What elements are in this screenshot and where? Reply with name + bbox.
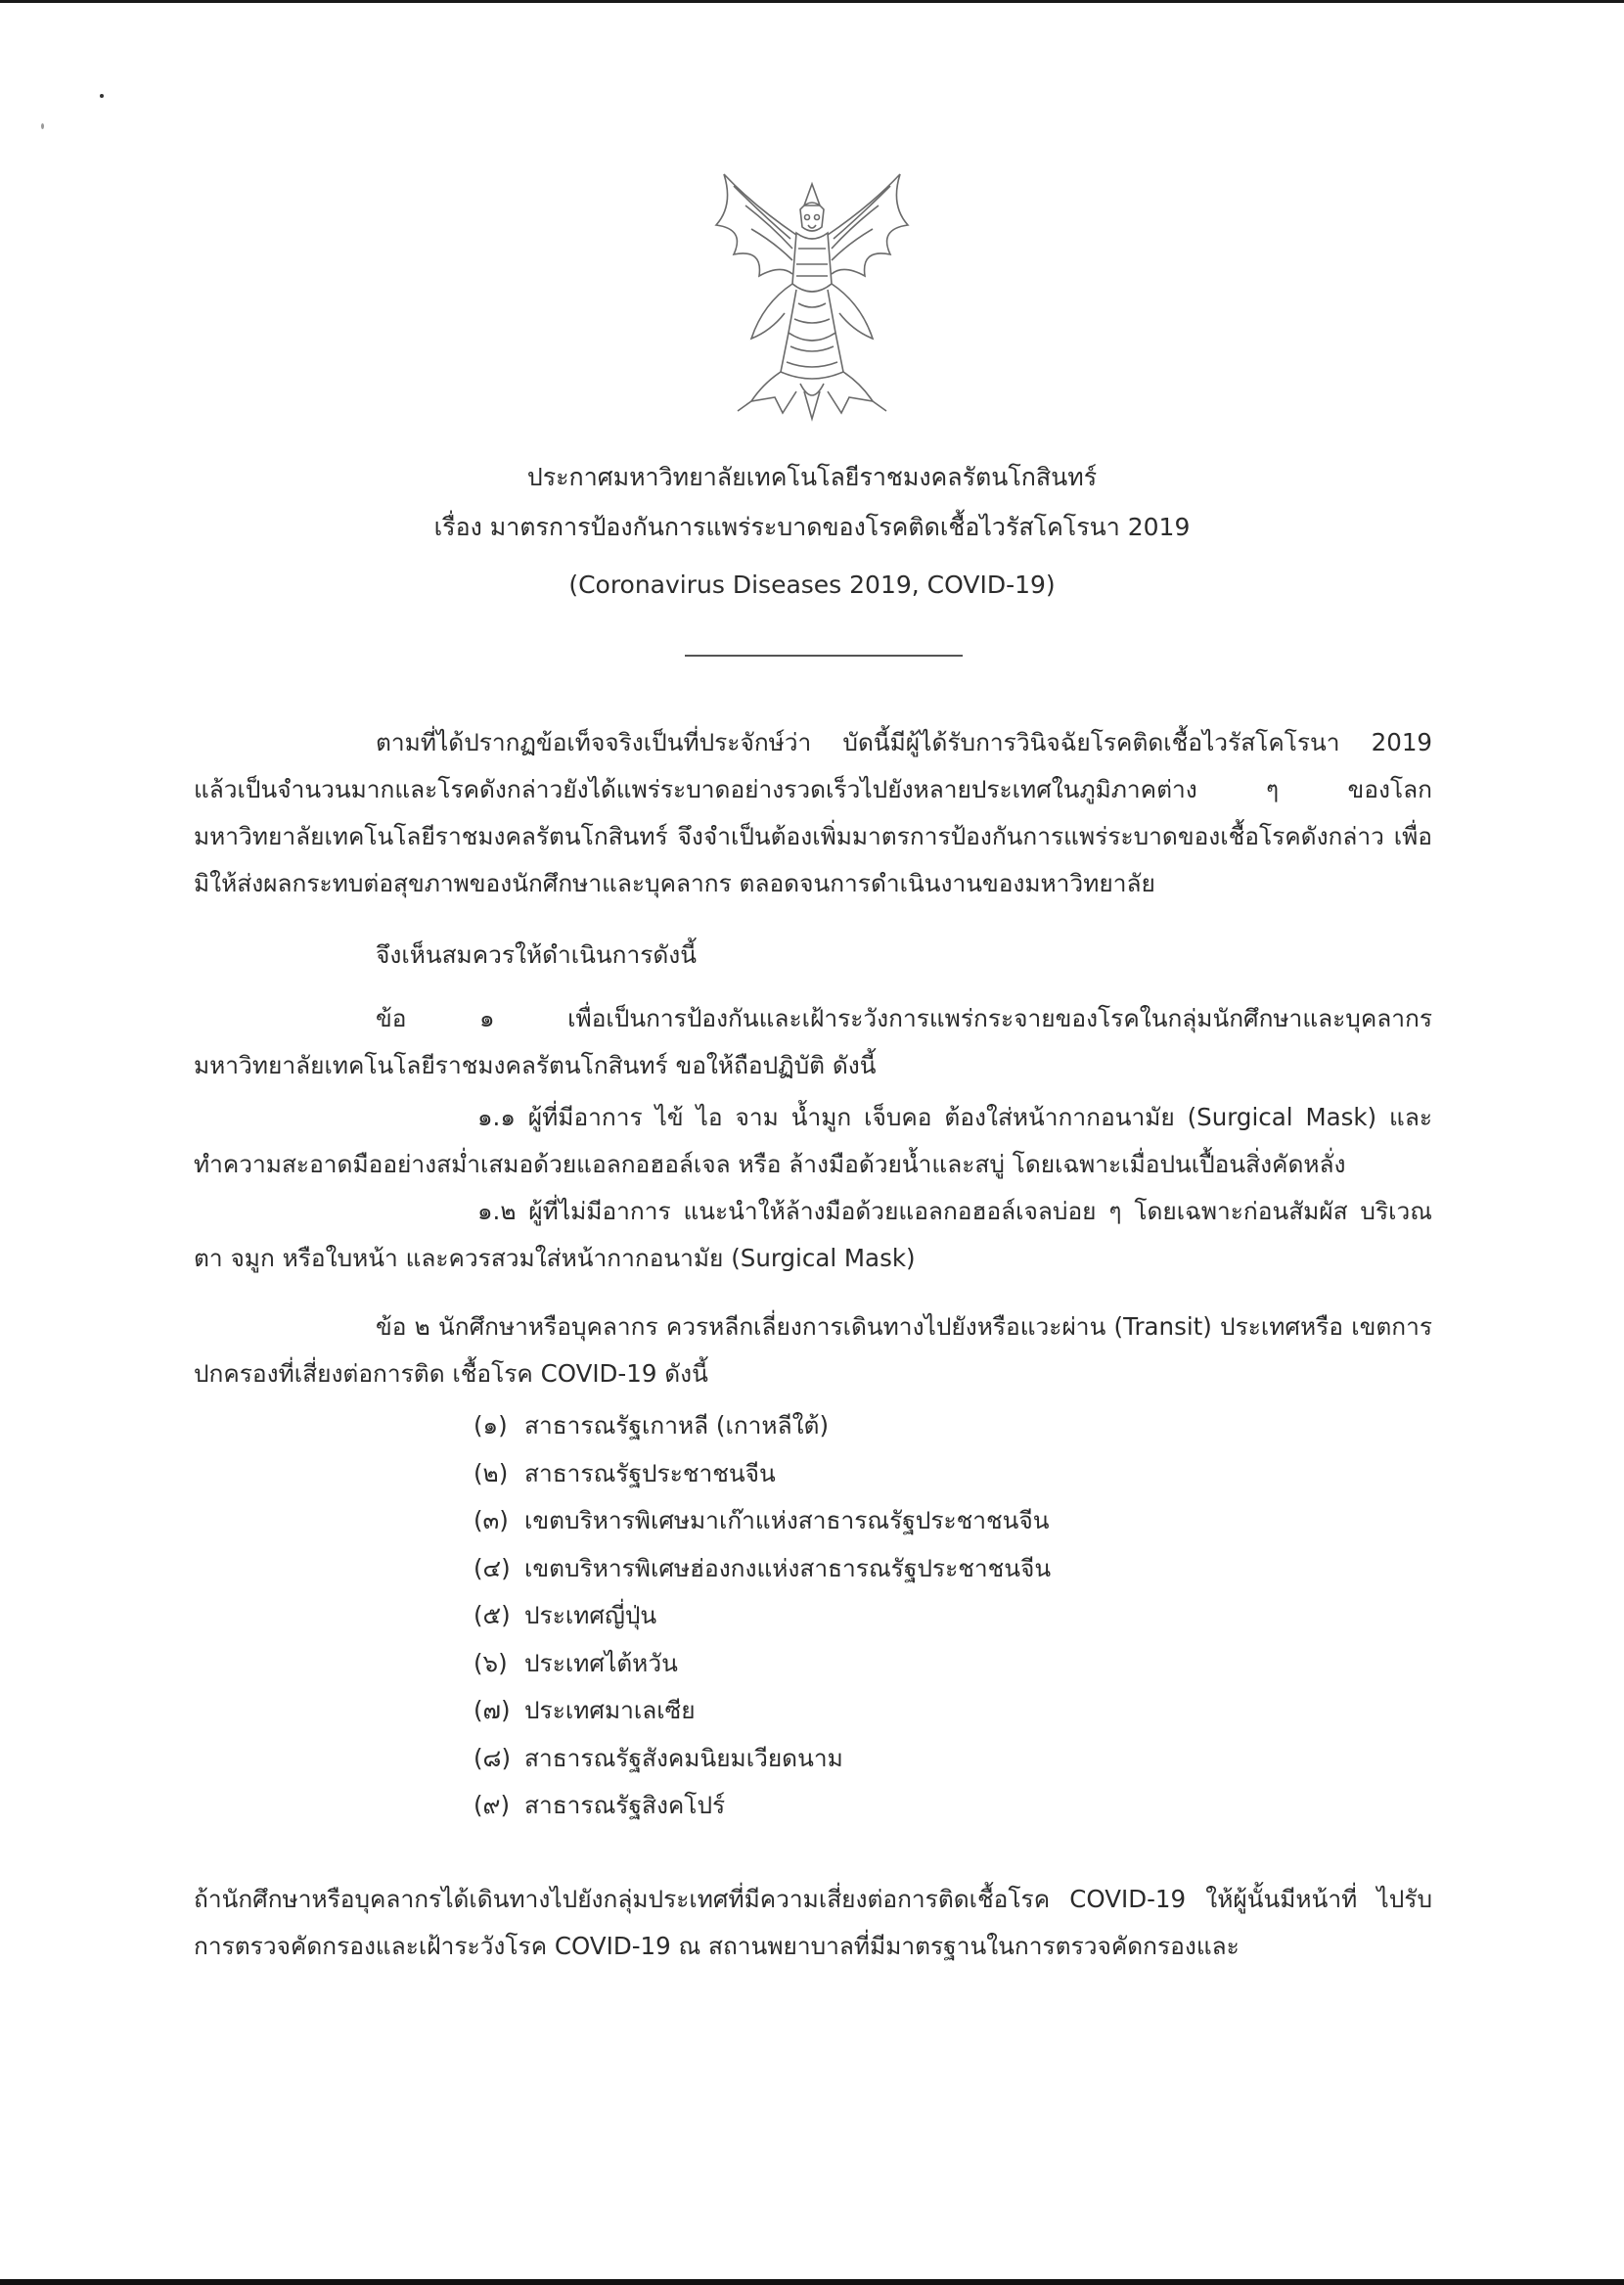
list-item-label: สาธารณรัฐสิงคโปร์ <box>524 1791 726 1819</box>
list-item <box>474 1545 1051 1593</box>
announcement-subject-english: (Coronavirus Diseases 2019, COVID-19) <box>568 571 1056 599</box>
scan-edge-bottom <box>0 2279 1624 2285</box>
list-item-number: (๑) <box>474 1411 508 1440</box>
list-item-label: ประเทศมาเลเซีย <box>524 1696 696 1724</box>
item-1-paragraph: ข้อ ๑ เพื่อเป็นการป้องกันและเฝ้าระวังการแพร่กระจายของโรคในกลุ่มนักศึกษาและบุคลากร มหาวิทยาลัยเทคโนโลยีราชมงคลรัตนโกสินทร์ ขอให้ถือปฏิบัติ ดังนี้ <box>194 1004 1432 1079</box>
list-item <box>474 1640 1051 1688</box>
scan-speck <box>100 94 104 98</box>
list-item <box>474 1402 1051 1450</box>
list-item <box>474 1782 1051 1830</box>
garuda-emblem-icon <box>695 166 929 431</box>
list-item-number: (๕) <box>474 1601 511 1629</box>
list-item-label: สาธารณรัฐเกาหลี (เกาหลีใต้) <box>524 1411 830 1440</box>
list-item-number: (๘) <box>474 1743 512 1772</box>
list-item-number: (๖) <box>474 1648 508 1677</box>
list-item <box>474 1497 1051 1545</box>
intro-paragraph: ตามที่ได้ปรากฏข้อเท็จจริงเป็นที่ประจักษ์ว่า บัดนี้มีผู้ได้รับการวินิจฉัยโรคติดเชื้อไวรัสโคโรนา 2019 แล้วเป็นจำนวนมากและโรคดังกล่าวยังได้แพร่ระบาดอย่างรวดเร็วไปยังหลายประเทศในภูมิภาคต่าง ๆ ของโลก มหาวิทยาลัยเทคโนโลยีราชมงคลรัตนโกสินทร์ จึงจำเป็นต้องเพิ่มมาตรการป้องกันการแพร่ระบาดของเชื้อโรคดังกล่าว เพื่อมิให้ส่งผลกระทบต่อสุขภาพของนักศึกษาและบุคลากร ตลอดจนการดำเนินงานของมหาวิทยาลัย <box>194 728 1432 897</box>
list-item-number: (๒) <box>474 1458 509 1487</box>
item-2-paragraph: ข้อ ๒ นักศึกษาหรือบุคลากร ควรหลีกเลี่ยงการเดินทางไปยังหรือแวะผ่าน (Transit) ประเทศหรือ เขตการปกครองที่เสี่ยงต่อการติด เชื้อโรค COVID-19 ดังนี้ <box>194 1312 1432 1388</box>
scan-edge-top <box>0 0 1624 3</box>
list-item-label: ประเทศญี่ปุ่น <box>524 1601 657 1629</box>
item-1-2-paragraph: ๑.๒ ผู้ที่ไม่มีอาการ แนะนำให้ล้างมือด้วยแอลกอฮอล์เจลบ่อย ๆ โดยเฉพาะก่อนสัมผัส บริเวณตา จมูก หรือใบหน้า และควรสวมใส่หน้ากากอนามัย (Surgical Mask) <box>194 1197 1432 1272</box>
list-item-label: สาธารณรัฐประชาชนจีน <box>524 1458 776 1487</box>
list-item <box>474 1735 1051 1783</box>
risk-country-list <box>474 1402 1051 1830</box>
announcement-heading: ประกาศมหาวิทยาลัยเทคโนโลยีราชมงคลรัตนโกสินทร์ <box>526 463 1098 491</box>
heading-divider <box>685 655 963 657</box>
list-item-number: (๔) <box>474 1553 511 1582</box>
scan-speck <box>41 123 44 129</box>
list-item-label: ประเทศไต้หวัน <box>524 1648 678 1677</box>
list-item <box>474 1592 1051 1640</box>
list-item <box>474 1687 1051 1735</box>
list-item-number: (๙) <box>474 1791 511 1819</box>
announcement-subject: เรื่อง มาตรการป้องกันการแพร่ระบาดของโรคติดเชื้อไวรัสโคโรนา 2019 <box>433 513 1191 541</box>
list-item-label: สาธารณรัฐสังคมนิยมเวียดนาม <box>524 1743 843 1772</box>
list-item-number: (๓) <box>474 1506 509 1534</box>
resolution-line: จึงเห็นสมควรให้ดำเนินการดังนี้ <box>376 940 698 969</box>
list-item <box>474 1450 1051 1498</box>
list-item-number: (๗) <box>474 1696 511 1724</box>
list-item-label: เขตบริหารพิเศษฮ่องกงแห่งสาธารณรัฐประชาชนจีน <box>524 1553 1052 1582</box>
closing-paragraph: ถ้านักศึกษาหรือบุคลากรได้เดินทางไปยังกลุ่มประเทศที่มีความเสี่ยงต่อการติดเชื้อโรค COVID-19 ให้ผู้นั้นมีหน้าที่ ไปรับการตรวจคัดกรองและเฝ้าระวังโรค COVID-19 ณ สถานพยาบาลที่มีมาตรฐานในการตรวจคัดกรองและ <box>194 1885 1432 1960</box>
item-1-1-paragraph: ๑.๑ ผู้ที่มีอาการ ไข้ ไอ จาม น้ำมูก เจ็บคอ ต้องใส่หน้ากากอนามัย (Surgical Mask) และ ทำความสะอาดมืออย่างสม่ำเสมอด้วยแอลกอฮอล์เจล หรือ ล้างมือด้วยน้ำและสบู่ โดยเฉพาะเมื่อปนเปื้อนสิ่งคัดหลั่ง <box>194 1103 1432 1178</box>
list-item-label: เขตบริหารพิเศษมาเก๊าแห่งสาธารณรัฐประชาชนจีน <box>524 1506 1050 1534</box>
